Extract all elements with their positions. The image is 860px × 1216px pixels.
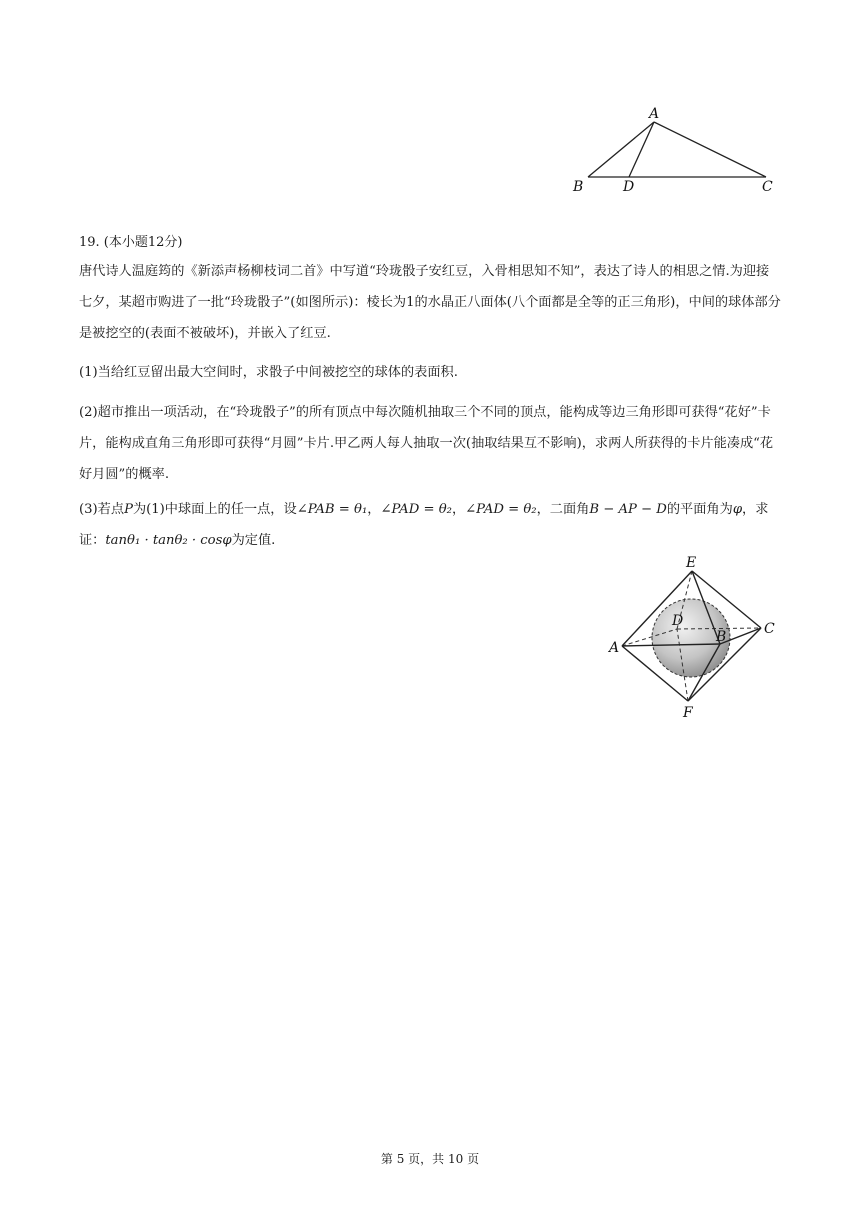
label-d: D [672,613,684,629]
part3-text-7: ，求证： [79,502,769,548]
label-b: B [573,179,584,195]
page-footer: 第 5 页，共 10 页 [380,1152,480,1166]
label-d: D [623,179,635,195]
side-ab [588,122,654,177]
side-ac [654,122,766,177]
triangle-figure [566,100,786,200]
part3-text-2: 为(1)中球面上的任一点，设 [132,502,297,517]
math-expression: tanθ₁ · tanθ₂ · cosφ [105,533,232,548]
question-part-1: (1)当给红豆留出最大空间时，求骰子中间被挖空的球体的表面积. [79,365,458,380]
math-angle-pad-2: ∠PAD = θ₂ [465,502,537,517]
label-a: A [609,640,620,656]
label-c: C [764,621,775,637]
part3-text-5: ，二面角 [536,502,590,517]
part3-text-4: ， [451,502,466,517]
part3-text-1: (3)若点 [79,502,125,517]
question-intro: 唐代诗人温庭筠的《新添声杨柳枝词二首》中写道“玲珑骰子安红豆，入骨相思知不知”，表达了诗人的相思之情.为迎接七夕，某超市购进了一批“玲珑骰子”(如图所示)：棱长为1的水晶正八面体(八个面都是全等的正三角形)，中间的球体部分是被挖空的(表面不被破坏)，并嵌入了红豆. [79,264,781,341]
math-phi: φ [732,502,743,517]
math-angle-pad-1: ∠PAD = θ₂ [380,502,452,517]
math-dihedral-angle: B − AP − D [589,502,667,517]
part3-text-6: 的平面角为 [666,502,733,517]
label-c: C [762,179,773,195]
label-a: A [649,106,660,122]
question-part-3 [79,494,781,556]
label-b: B [716,629,727,645]
part3-text-3: ， [367,502,381,517]
label-e: E [686,555,697,571]
math-point-p: P [124,502,133,517]
octahedron-figure [604,553,784,721]
segment-ad [629,122,654,177]
part3-text-8: 为定值. [231,533,276,548]
question-header: 19. (本小题12分) [79,235,183,250]
question-part-2: (2)超市推出一项活动，在“玲珑骰子”的所有顶点中每次随机抽取三个不同的顶点，能构成等边三角形即可获得“花好”卡片，能构成直角三角形即可获得“月圆”卡片.甲乙两人每人抽取一次(抽取结果互不影响)，求两人所获得的卡片能凑成“花好月圆”的概率. [79,405,774,482]
label-f: F [683,705,693,721]
math-angle-pab: ∠PAB = θ₁ [296,502,368,517]
